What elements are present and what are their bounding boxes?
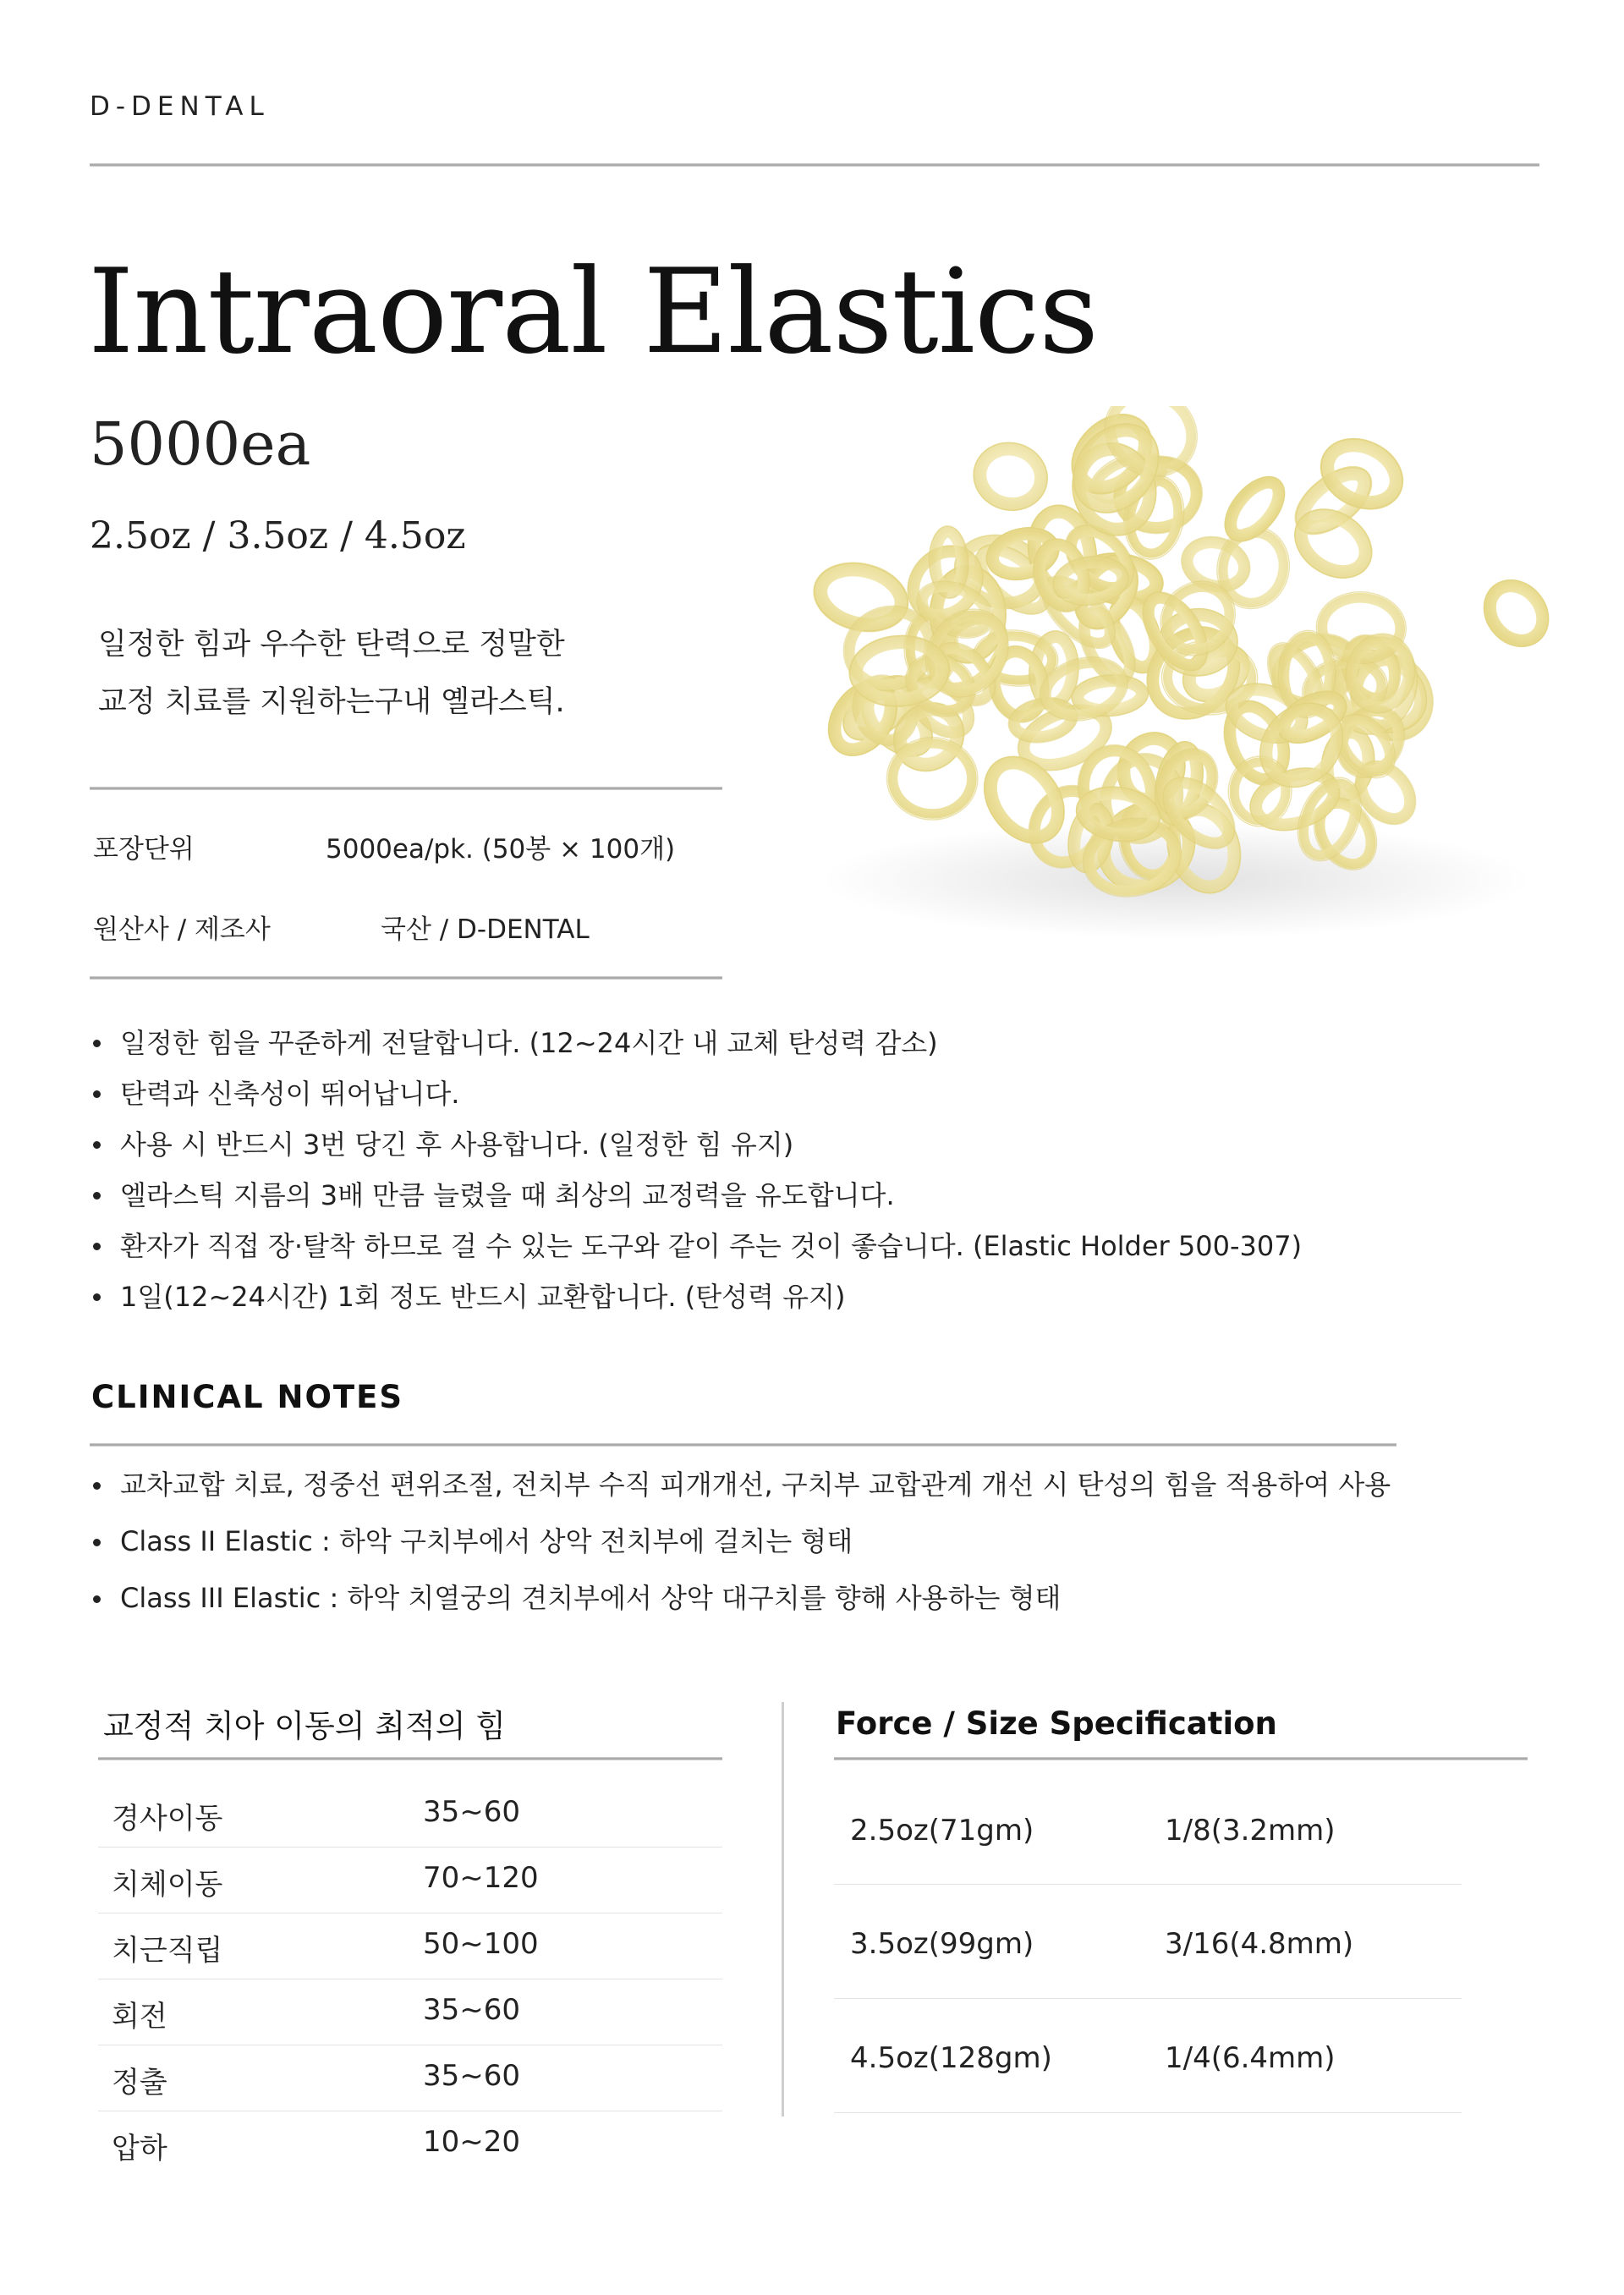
elastic-rings-image (812, 406, 1556, 947)
force-cell: 35~60 (423, 2059, 521, 2093)
info-top-divider (90, 787, 722, 790)
elastic-ring-edge (886, 737, 979, 821)
spec-force-cell: 3.5oz(99gm) (850, 1927, 1034, 1961)
header-divider (90, 163, 1539, 167)
movement-cell: 압하 (112, 2132, 167, 2166)
force-table-title: 교정적 치아 이동의 최적의 힘 (103, 1708, 506, 1744)
elastic-ring (1221, 474, 1287, 544)
movement-cell: 치근직립 (112, 1934, 223, 1968)
clinical-note-item: Class II Elastic : 하악 구치부에서 상악 전치부에 걸치는 형태 (91, 1513, 1529, 1570)
product-title: Intraoral Elastics (88, 244, 1099, 380)
clinical-notes-divider (90, 1443, 1396, 1447)
movement-cell: 회전 (112, 2000, 167, 2034)
origin-label: 원산사 / 제조사 (93, 914, 271, 945)
description-line: 교정 치료를 지원하는구내 옐라스틱. (98, 685, 565, 719)
packing-unit-label: 포장단위 (93, 834, 195, 865)
feature-item: 사용 시 반드시 3번 당긴 후 사용합니다. (일정한 힘 유지) (91, 1119, 1529, 1170)
row-divider (834, 1998, 1462, 1999)
force-cell: 35~60 (423, 1795, 521, 1829)
feature-list (91, 1018, 1529, 1322)
feature-item: 엘라스틱 지름의 3배 만큼 늘렸을 때 최상의 교정력을 유도합니다. (91, 1170, 1529, 1221)
feature-item: 1일(12~24시간) 1회 정도 반드시 교환합니다. (탄성력 유지) (91, 1271, 1529, 1322)
brand-name: D-DENTAL (90, 91, 270, 122)
feature-item: 환자가 직접 장·탈착 하므로 걸 수 있는 도구와 같이 주는 것이 좋습니다. (Elastic Holder 500-307) (91, 1221, 1529, 1271)
movement-cell: 정출 (112, 2066, 167, 2100)
product-quantity: 5000ea (90, 409, 311, 479)
table-column-divider (782, 1702, 784, 2117)
product-description (98, 616, 565, 731)
spec-table-divider (834, 1757, 1528, 1760)
row-divider (834, 1884, 1462, 1885)
feature-item: 탄력과 신축성이 뛰어납니다. (91, 1068, 1529, 1119)
elastic-ring (974, 442, 1047, 511)
force-table-divider (98, 1757, 722, 1760)
spec-size-cell: 3/16(4.8mm) (1165, 1927, 1354, 1961)
row-divider (98, 1847, 722, 1848)
spec-force-cell: 2.5oz(71gm) (850, 1814, 1034, 1848)
packing-unit-value: 5000ea/pk. (50봉 × 100개) (326, 834, 676, 865)
spec-force-cell: 4.5oz(128gm) (850, 2041, 1052, 2075)
force-cell: 35~60 (423, 1993, 521, 2027)
clinical-note-item: 교차교합 치료, 정중선 편위조절, 전치부 수직 피개개선, 구치부 교합관계 개선 시 탄성의 힘을 적용하여 사용 (91, 1457, 1529, 1513)
spec-table-title: Force / Size Specification (836, 1705, 1277, 1742)
feature-item: 일정한 힘을 꾸준하게 전달합니다. (12~24시간 내 교체 탄성력 감소) (91, 1018, 1529, 1068)
clinical-notes-list (91, 1457, 1529, 1627)
description-line: 일정한 힘과 우수한 탄력으로 정말한 (98, 628, 565, 662)
movement-cell: 치체이동 (112, 1868, 223, 1902)
elastic-ring (1479, 575, 1554, 651)
info-bottom-divider (90, 976, 722, 980)
spec-size-cell: 1/4(6.4mm) (1165, 2041, 1336, 2075)
origin-value: 국산 / D-DENTAL (381, 914, 590, 945)
product-sizes: 2.5oz / 3.5oz / 4.5oz (90, 514, 466, 557)
movement-cell: 경사이동 (112, 1802, 223, 1836)
row-divider (834, 2112, 1462, 2113)
force-cell: 70~120 (423, 1861, 539, 1895)
clinical-note-item: Class III Elastic : 하악 치열궁의 견치부에서 상악 대구치를 향해 사용하는 형태 (91, 1570, 1529, 1627)
force-cell: 50~100 (423, 1927, 539, 1961)
elastic-ring (892, 743, 973, 815)
force-cell: 10~20 (423, 2125, 521, 2159)
spec-size-cell: 1/8(3.2mm) (1165, 1814, 1336, 1848)
clinical-notes-title: CLINICAL NOTES (91, 1379, 404, 1415)
